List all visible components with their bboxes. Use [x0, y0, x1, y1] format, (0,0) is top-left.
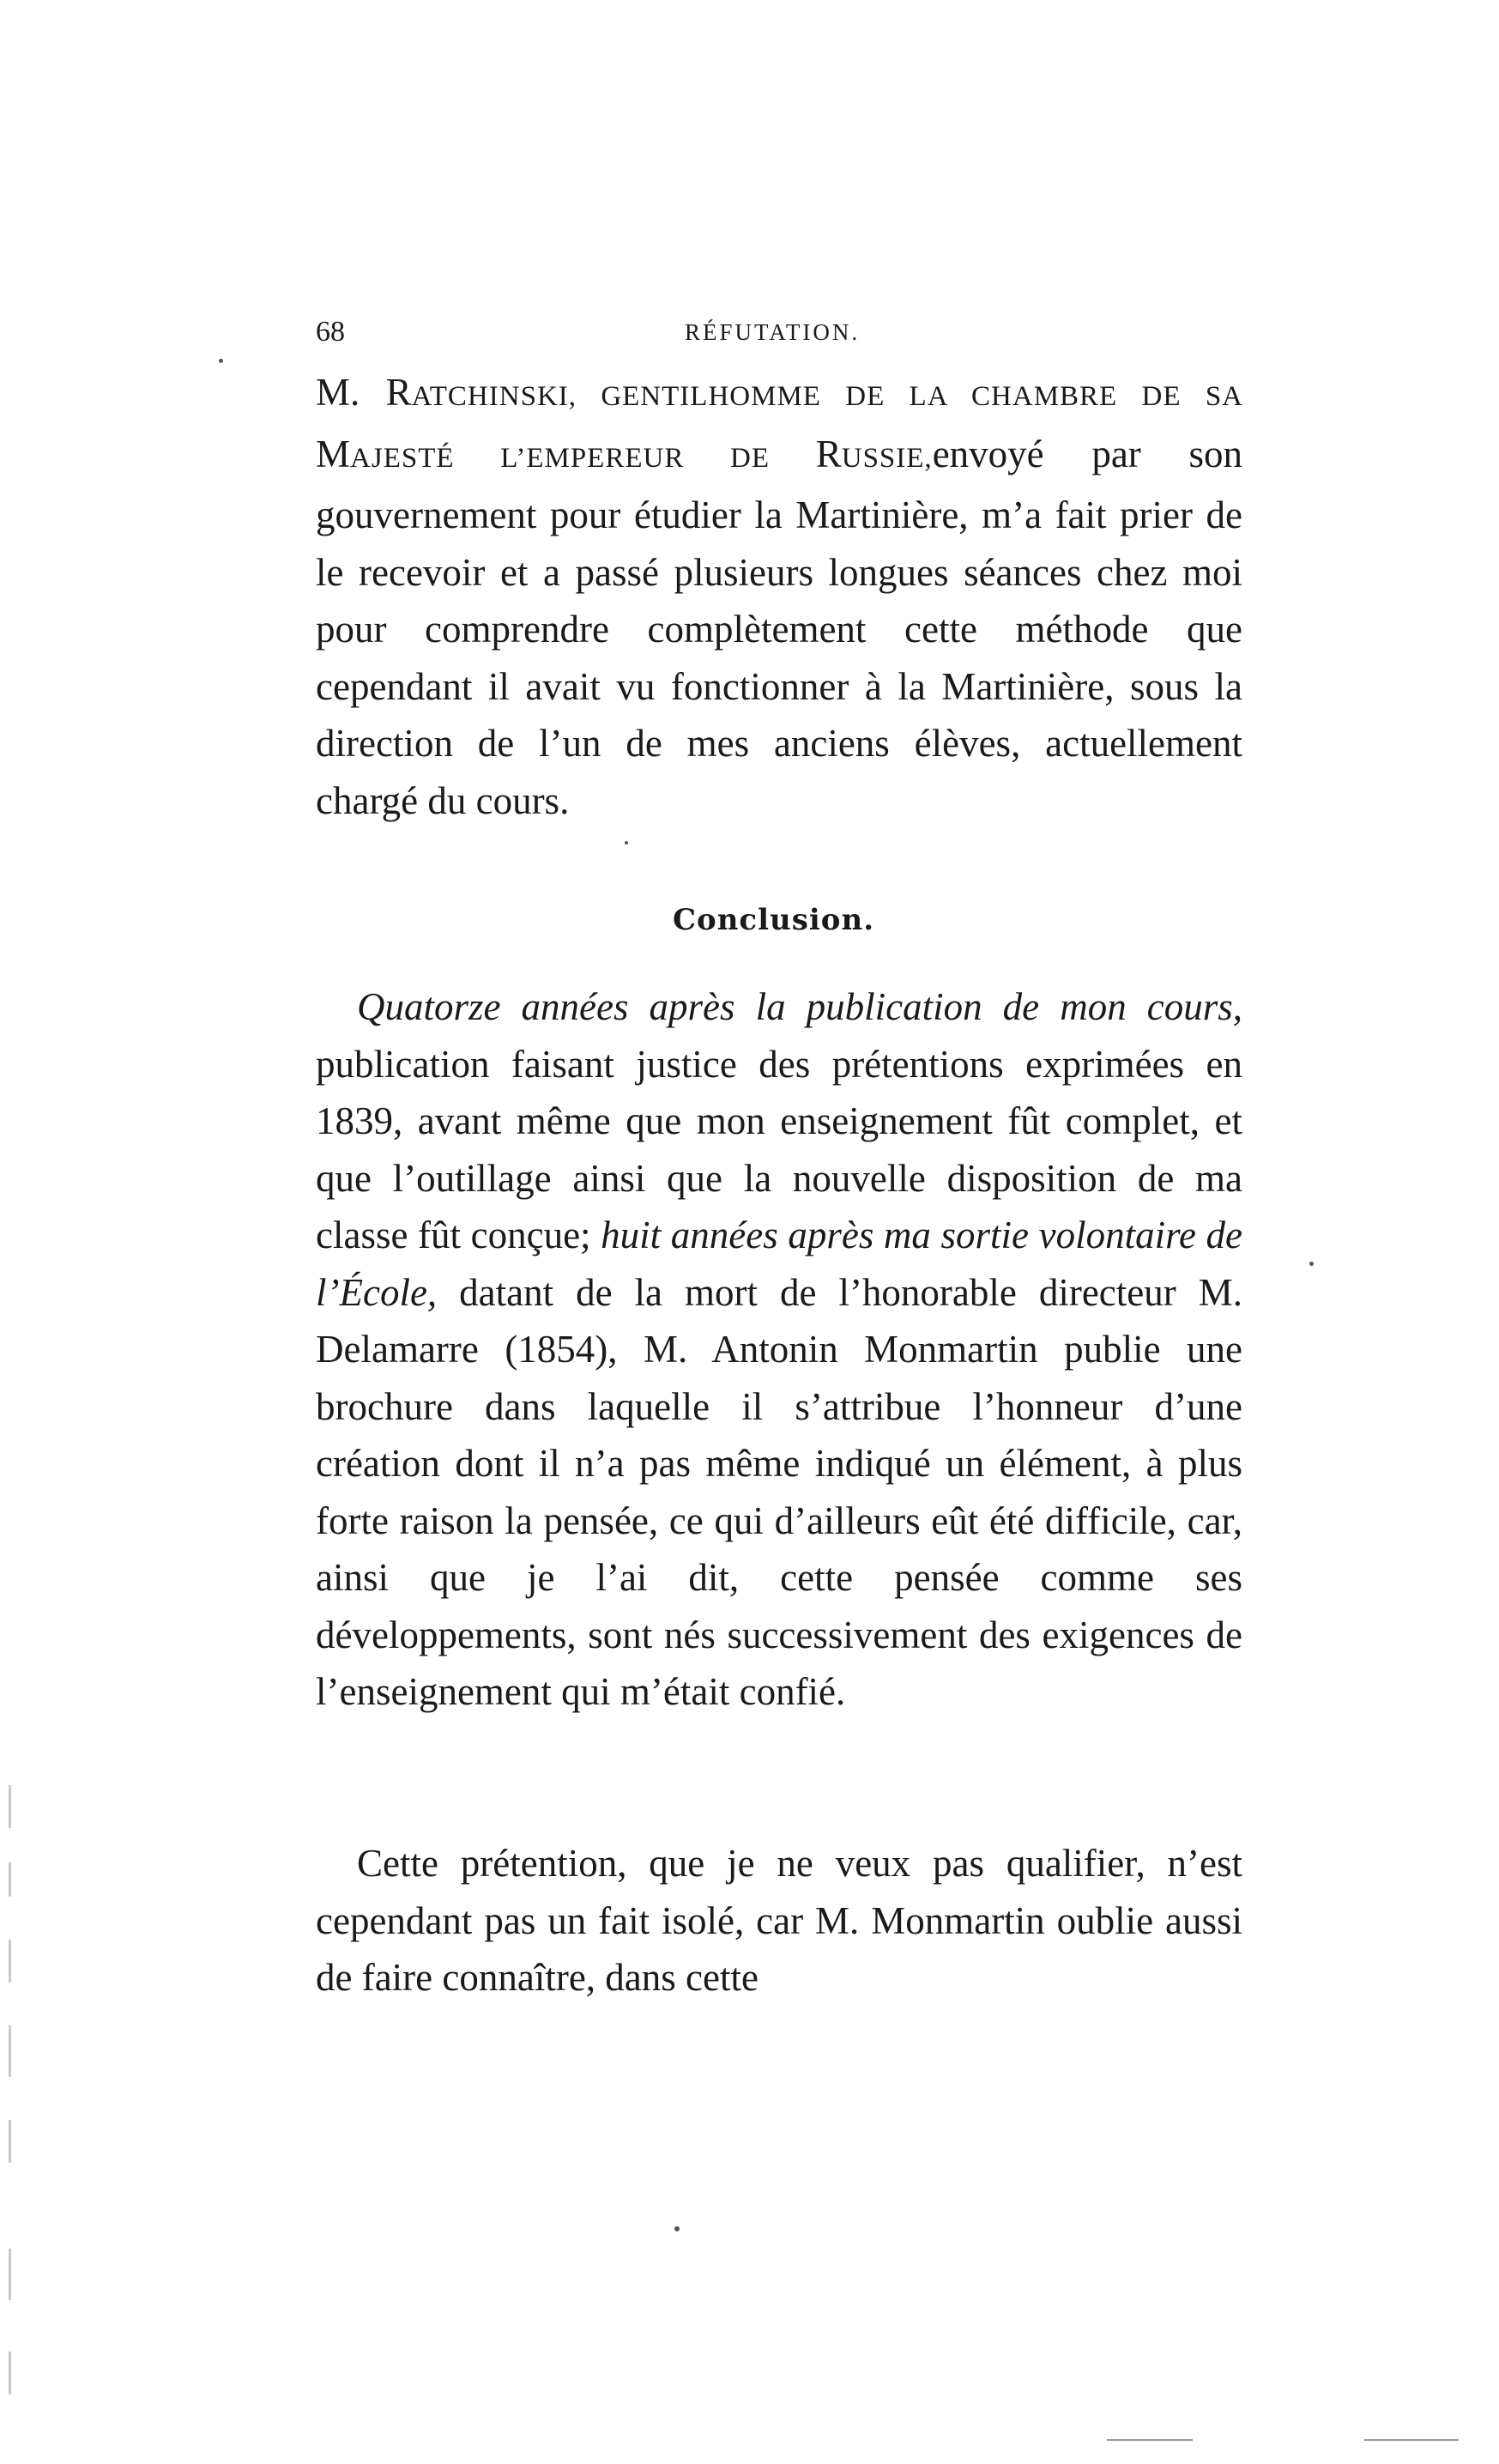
- name-initial: R: [385, 371, 412, 414]
- italic-phrase-2: huit années après ma sortie volontaire de l’École,: [316, 1214, 1243, 1314]
- name-smallcaps: ATCHINSKI, GENTILHOMME DE LA CHAMBRE DE SA: [411, 381, 1243, 412]
- scan-margin-mark: [9, 1785, 11, 1828]
- scan-footer-rule: [1107, 2439, 1193, 2441]
- paragraph-ratchinski: [316, 364, 1242, 829]
- scan-margin-mark: [9, 1862, 11, 1897]
- lead-letter: M: [316, 371, 351, 414]
- scan-footer-rule: [1364, 2439, 1459, 2441]
- majeste-initial: M: [316, 432, 351, 475]
- paragraph-pretention-text: Cette prétention, que je ne veux pas qualifier, n’est cependant pas un fait isolé, car M. Monmartin oublie aussi de faire connaître, dans cette: [316, 1842, 1242, 1999]
- section-heading-conclusion: [0, 903, 1499, 937]
- italic-phrase-1: Quatorze années après la publication de mon cours,: [357, 985, 1242, 1028]
- scan-speck: [1309, 1262, 1314, 1266]
- scan-margin-mark: [9, 2249, 11, 2300]
- section-heading-text: Conclusion.: [672, 903, 875, 937]
- paragraph-quatorze: [316, 978, 1242, 1721]
- paragraph-pretention: [316, 1835, 1242, 2007]
- running-head: RÉFUTATION.: [685, 319, 861, 345]
- scan-margin-mark: [9, 2120, 11, 2163]
- scan-speck: [219, 359, 223, 363]
- scan-speck: [625, 841, 628, 845]
- page-header: [316, 316, 1242, 359]
- scan-margin-mark: [9, 1940, 11, 1983]
- paragraph-quatorze-text-2: datant de la mort de l’honorable directeur M. Delamarre (1854), M. Antonin Monmartin publie une brochure dans laquelle il s’attribue l’honneur d’une création dont il n’a pas même indiqué un élément, à plus forte raison la pensée, ce qui d’ailleurs eût été difficile, car, ainsi que je l’ai dit, cette pensée comme ses développements, sont nés successivement des exigences de l’enseignement qui m’était confié.: [316, 1270, 1242, 1713]
- scan-margin-mark: [9, 2025, 11, 2077]
- russie-smallcaps: USSIE,: [841, 442, 933, 474]
- page-number: 68: [316, 316, 345, 348]
- lead-period: .: [350, 371, 386, 414]
- russie-initial: R: [815, 432, 842, 475]
- majeste-smallcaps: AJESTÉ L’EMPEREUR DE: [350, 442, 816, 474]
- scan-margin-mark: [9, 2352, 11, 2394]
- scan-speck: [674, 2226, 680, 2231]
- paragraph-ratchinski-text: envoyé par son gouvernement pour étudier la Martinière, m’a fait prier de le recevoir et a passé plusieurs longues séances chez moi pour comprendre complètement cette méthode que cependant il avait vu fonctionner à la Martinière, sous la direction de l’un de mes anciens élèves, actuellement chargé du cours.: [316, 432, 1242, 822]
- paragraph-quatorze-text-1: publication faisant justice des prétentions exprimées en 1839, avant même que mon enseignement fût complet, et que l’outillage ainsi que la nouvelle disposition de ma classe fût conçue;: [316, 1042, 1242, 1256]
